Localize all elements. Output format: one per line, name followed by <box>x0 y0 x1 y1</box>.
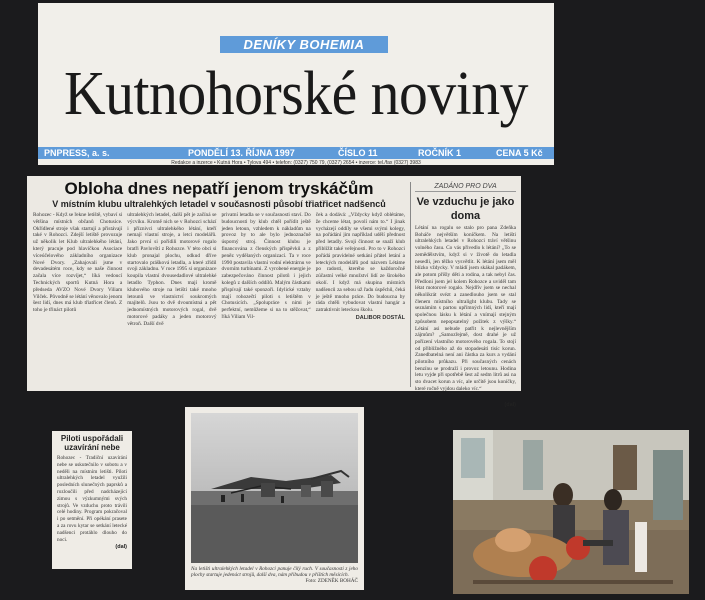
article-columns <box>33 212 405 387</box>
small-article-headline: Piloti uspořádali uzavírání nebe <box>60 434 124 452</box>
workshop-photo-image <box>453 430 689 594</box>
volume: ROČNÍK 1 <box>418 148 462 158</box>
photo-caption <box>191 566 358 585</box>
photo-caption-text: Na letišti ultralehkých letadel v Rohozci panuje čilý ruch. V současnosti z jeho plochy startuje jedenáct strojů, další dva, nám přibudou v příštích měsících. <box>191 566 358 579</box>
main-article-clipping <box>27 176 521 408</box>
article-subheadline: V místním klubu ultralehkých letadel v současnosti působí třiatřicet nadšenců <box>52 199 386 209</box>
article-column-text: ček a dodává: „Vždycky když oblétáme, že chceme létat, povolí nám to.“ I jinak vycházejí oddíly se všemi svými kolegy, na pořádání jim například udělí přednost před letadly. Svoji činnost se snaží klub přiblížit také veřejnosti. Pro to v Rohozci pořádá pravidelné setkání přátel letání a leteckých modelářů pod názvem Létáme po radosti, kterého se každoročně zúčastní velké množství lidí ze širokého okolí. I když má skupina místních nadšenců za sebou už řadu úspěchů, čeká je ještě mnoho práce. Do budoucna by ráda chtěli vybudovat vlastní hangár a zatraktivnit leteckou školu. <box>315 212 405 314</box>
sidebar-tag: ZADÁNO PRO DVA <box>415 182 516 192</box>
sidebar-signoff: (dal) <box>504 402 516 408</box>
workshop-photo <box>453 430 689 594</box>
issue-number: ČÍSLO 11 <box>338 148 378 158</box>
small-article-signoff: (dal) <box>115 544 127 551</box>
small-article-text: Rohozec - Tradiční uzavírání nebe se uskutečnilo v sobotu a v neděli na místním letišti. Piloti ultralehkých letadel využili posledních slunečných paprsků a rozloučili před nadcházející zimou s výzkumnými svých strojů. Ve vzduchu proto trávili celé hodiny. Program pokračoval i po setmění. Při opékání prasete a za rovu kytar se setkání letecké nadšenci protáhlo dlouho do noci. <box>57 455 127 543</box>
photo-credit: Foto: ZDENĚK BOHÁČ <box>305 578 358 585</box>
masthead-info-bar <box>38 147 554 159</box>
publisher: PNPRESS, a. s. <box>44 148 110 158</box>
article-column: privatní letadla se v současnosti staví. Do budoucnosti by klub chtěl pořídit ještě jeden letoun, vzhledem k nákladům na provoz by to ale bylo jednoznačně úsporný stroj. Činnost klubu je financována z členských příspěvků a z peněz vydělaných organizací. Ta v roce 1990 postavila vlastní vodní elektrárnu ve dvorním turbínami. Z vyrobené energie je zabezpečováno činnost pilotů i jejich kolegů z dalších oddílů. Malým částkami přispívají také sponzoři. Idylické vztahy mají rohozečtí piloti s letištěm v Chotusicích. „Spolupráce s nimi je perfektní, nemůžeme si na to stěžovat,“ říká Viliam Vil- <box>221 212 311 320</box>
contact-info: Redakce a inzerce • Kutná Hora • Tylova 494 • telefon: (0327) 750 79, (0327) 2654 • inzerce: tel./fax (0327) 3983 <box>171 160 421 166</box>
sidebar-text: Létání na rogalu se stalo pro pana Zdeňka Boháče největším koníčkem. Na letišti ultralehkých letadel v Rohozci tráví většinu volného času. Co vás přivedlo k létání? „To se zemědělstvím, když si v životě do letadla nesedli, jen těžko vysvětlit. K létání jsem měl blízko vždycky. V mládí jsem skákal padákem, ale potom přišly děti a rodina, a tak nebyl čas. Předloni jsem jel kolem Rohozce a uviděl tam létat motorové rogalo. Nejdřív jsem se nechal několikrát svézt a zanedlouho jsem se stal členem místního ultralight klubu. Tady se seznámím s partou upřímných lidí, kteří mají společnou lásku k létání a vnímají stejným způsobem nepopsatelný požitek z výšky.“ Létání asi nebude patřit k nejlevnějším zájmům? „Samozřejmě, dost drahé je už pořízení vlastního motorového rogala. To stojí od přibližného až do stopadesáti tisíc korun. Zanedbatelná není ani částka za kurs a vydání pilotního průkazu. Při současných cenách benzínu se prodraží i provoz letounu. Hodina letu vyjde při spotřebě šest až sedm litrů asi na sto dvacet korun a víc, ale určitě jsou koníčky, které ročně vyjdou daleko víc.“ <box>415 225 516 392</box>
article-column: Rohozec - Když se řekne letiště, vybaví si většina místních občanů Chotusice. Okřídlené stroje však startují a přistávají také v Rohozci. Zdejší letiště provozuje už několik let Klub ultralehkého létání, který pracuje pod hlavičkou Asociace víceúčelového základního organizace Nové Dvory. „Zahajovali jsme v devadesátém roce, kdy se naše činnost začala více rozvíjet,“ líká vedoucí Technických sportů Kutná Hora a předseda AVZO Nové Dvory Viliam Vilček. Původně se létání věnovalo jenom šest lidí, dnes má klub třiatřicet členů. Z toho je třináct pilotů <box>33 212 123 314</box>
issue-date: PONDĚLÍ 13. ŘÍJNA 1997 <box>188 148 295 158</box>
article-byline: DALIBOR DOSTÁL <box>355 314 405 321</box>
masthead-clipping <box>38 3 554 165</box>
article-headline: Obloha dnes nepatří jenom tryskáčům <box>64 179 374 198</box>
brand-label: DENÍKY BOHEMIA <box>220 36 388 53</box>
price: CENA 5 Kč <box>496 148 543 158</box>
interview-sidebar <box>410 182 516 408</box>
sidebar-headline: Ve vzduchu je jako doma <box>416 196 515 222</box>
airfield-photo-image <box>191 413 358 563</box>
article-column: ultralehkých letadel, další pět je začíná se výcviku. Kromě nich se v Rohozci schází i příznivci ultralehkého létání, kteří nemají vlastní stroje, a letci modelářů. Jako první si pořídili motorové rogalo bratři Pavlovští z Rohozce. V této obci si klub pronajal plochu, odkud dříve startovalo prášková letadla, a které zřídil svoji základnu. V roce 1995 si organizace koupila vlastní dvousedadlové ultralehké letadlo Typhon. Dnes mají kromě klubového stroje na letišti také mnoho letounů ve vlastnictví soukromých majitelů. Jsou to dvě dvoumístná a pět jednomístných motorových rogal, dvě motorové padáky a jeden motorový větroň. Další dvě <box>127 212 217 327</box>
article-column-last <box>316 212 405 387</box>
newspaper-title: Kutnohorské noviny <box>63 60 529 128</box>
small-article-clipping <box>52 431 132 569</box>
airfield-photo <box>191 413 358 563</box>
airfield-photo-clipping <box>185 407 364 590</box>
